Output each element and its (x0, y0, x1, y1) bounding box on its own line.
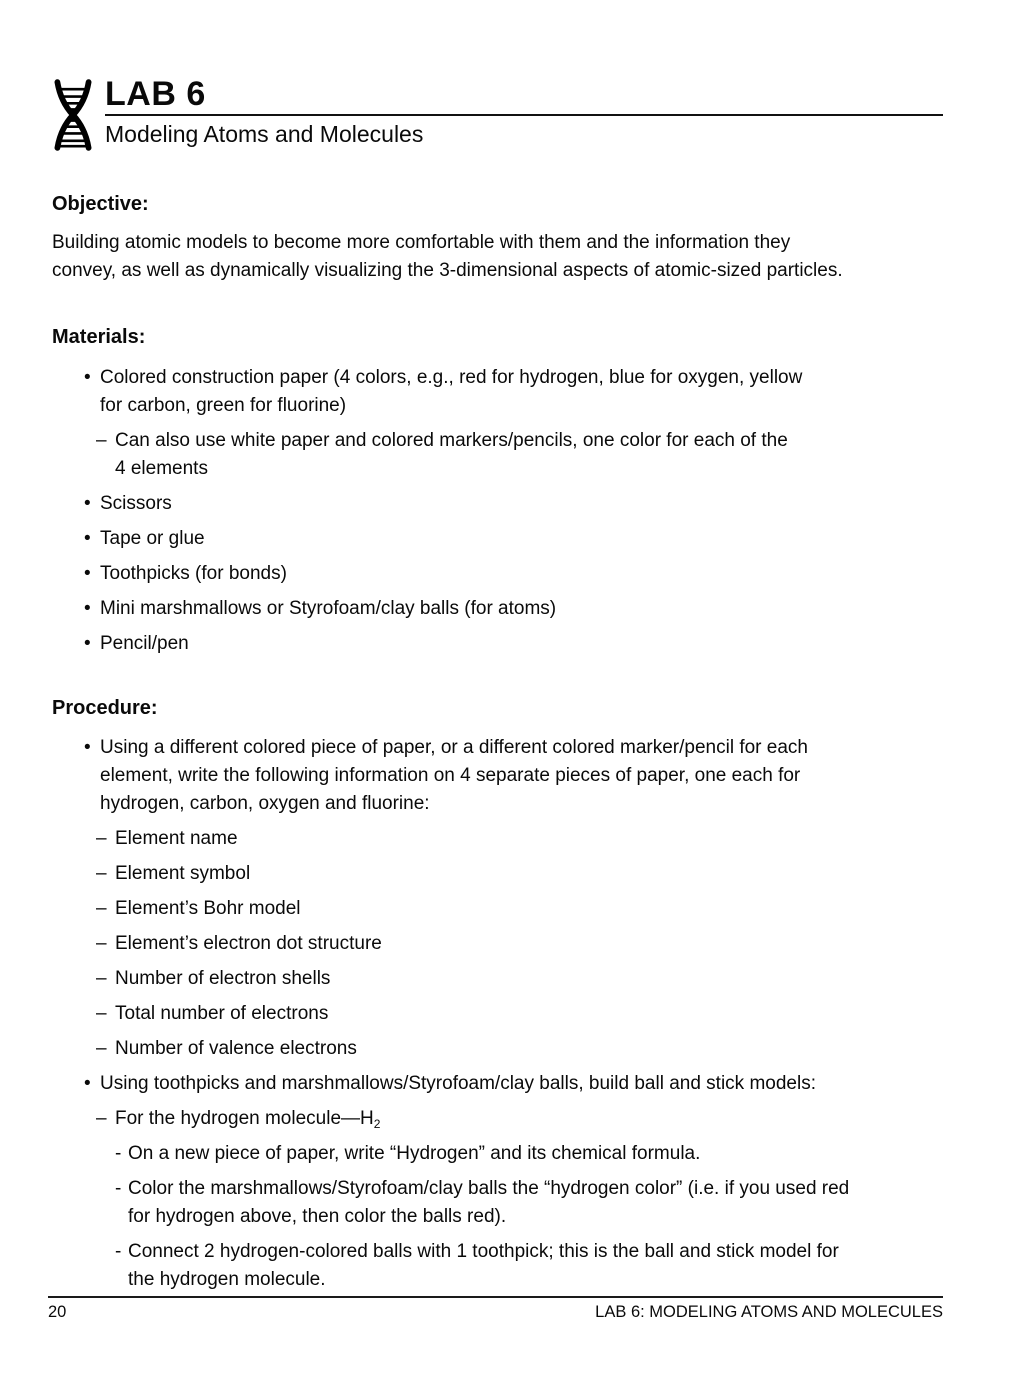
list-item-text: Colored construction paper (4 colors, e.g., red for hydrogen, blue for oxygen, yellow for carbon, green for fluorine) (100, 367, 803, 416)
list-item (52, 560, 943, 588)
page-footer (48, 1296, 943, 1323)
list-item (52, 1238, 943, 1294)
hyphen-marker: - (115, 1241, 122, 1262)
bullet-marker: • (84, 737, 91, 758)
objective-heading: Objective: (52, 193, 149, 215)
list-item (52, 825, 943, 853)
materials-list (52, 364, 943, 658)
list-item (52, 965, 943, 993)
list-item-text: Pencil/pen (100, 633, 189, 654)
bullet-marker: • (84, 367, 91, 388)
chemical-formula-subscript: 2 (373, 1117, 381, 1131)
bullet-marker: • (84, 563, 91, 584)
list-item (52, 525, 943, 553)
list-item-text: Toothpicks (for bonds) (100, 563, 287, 584)
dash-marker: – (96, 968, 107, 989)
page-number: 20 (48, 1303, 67, 1321)
list-item (52, 860, 943, 888)
footer-running-title: LAB 6: MODELING ATOMS AND MOLECULES (595, 1303, 943, 1321)
dash-marker: – (96, 430, 107, 451)
lab-subtitle: Modeling Atoms and Molecules (105, 121, 424, 147)
bullet-marker: • (84, 633, 91, 654)
objective-body: Building atomic models to become more comfortable with them and the information they convey, as well as dynamically visualizing the 3-dimensional aspects of atomic-sized particles. (52, 232, 843, 281)
list-item (52, 734, 943, 818)
procedure-list (52, 734, 943, 1294)
lab-number-title: LAB 6 (105, 75, 206, 113)
list-item-text: On a new piece of paper, write “Hydrogen” and its chemical formula. (128, 1143, 701, 1164)
dash-marker: – (96, 1108, 107, 1129)
hyphen-marker: - (115, 1143, 122, 1164)
list-item-text: Element’s electron dot structure (115, 933, 382, 954)
procedure-section (52, 696, 943, 1294)
list-item (52, 427, 943, 483)
bullet-marker: • (84, 598, 91, 619)
list-item-text: Element symbol (115, 863, 251, 884)
list-item-text: For the hydrogen $molecule—H_2$ (115, 1108, 381, 1131)
header-text (105, 76, 943, 149)
lab-header (52, 76, 943, 159)
list-item (52, 1175, 943, 1231)
header-rule (105, 114, 943, 116)
list-item (52, 1105, 943, 1133)
procedure-heading: Procedure: (52, 697, 158, 719)
bullet-marker: • (84, 493, 91, 514)
dna-double-helix-icon (50, 76, 96, 159)
materials-heading: Materials: (52, 326, 146, 348)
list-item (52, 1000, 943, 1028)
list-item-text: Can also use white paper and colored markers/pencils, one color for each of the 4 elements (115, 430, 788, 479)
hyphen-marker: - (115, 1178, 122, 1199)
materials-section (52, 325, 943, 658)
list-item (52, 595, 943, 623)
list-item (52, 364, 943, 420)
list-item-text: Color the marshmallows/Styrofoam/clay balls the “hydrogen color” (i.e. if you used red for hydrogen above, then color the balls red). (128, 1178, 850, 1227)
list-item (52, 1035, 943, 1063)
bullet-marker: • (84, 1073, 91, 1094)
dash-marker: – (96, 863, 107, 884)
objective-section (52, 192, 943, 285)
dash-marker: – (96, 1038, 107, 1059)
list-item-text: Using toothpicks and marshmallows/Styrofoam/clay balls, build ball and stick models: (100, 1073, 816, 1094)
list-item (52, 930, 943, 958)
dash-marker: – (96, 828, 107, 849)
list-item-text: Scissors (100, 493, 172, 514)
dash-marker: – (96, 1003, 107, 1024)
list-item (52, 1070, 943, 1098)
list-item (52, 490, 943, 518)
list-item-text: Total number of electrons (115, 1003, 329, 1024)
list-item-text: Element name (115, 828, 238, 849)
list-item-text: Number of valence electrons (115, 1038, 357, 1059)
list-item-text: Connect 2 hydrogen-colored balls with 1 toothpick; this is the ball and stick model for the hydrogen molecule. (128, 1241, 839, 1290)
dash-marker: – (96, 898, 107, 919)
list-item-text: Element’s Bohr model (115, 898, 301, 919)
list-item (52, 630, 943, 658)
list-item (52, 895, 943, 923)
list-item (52, 1140, 943, 1168)
list-item-text: Number of electron shells (115, 968, 331, 989)
list-item-text: Using a different colored piece of paper, or a different colored marker/pencil for each element, write the following information on 4 separate pieces of paper, one each for hydrogen, carbon, oxygen and fluorine: (100, 737, 808, 814)
bullet-marker: • (84, 528, 91, 549)
list-item-text: Tape or glue (100, 528, 205, 549)
dash-marker: – (96, 933, 107, 954)
list-item-text: Mini marshmallows or Styrofoam/clay balls (for atoms) (100, 598, 557, 619)
